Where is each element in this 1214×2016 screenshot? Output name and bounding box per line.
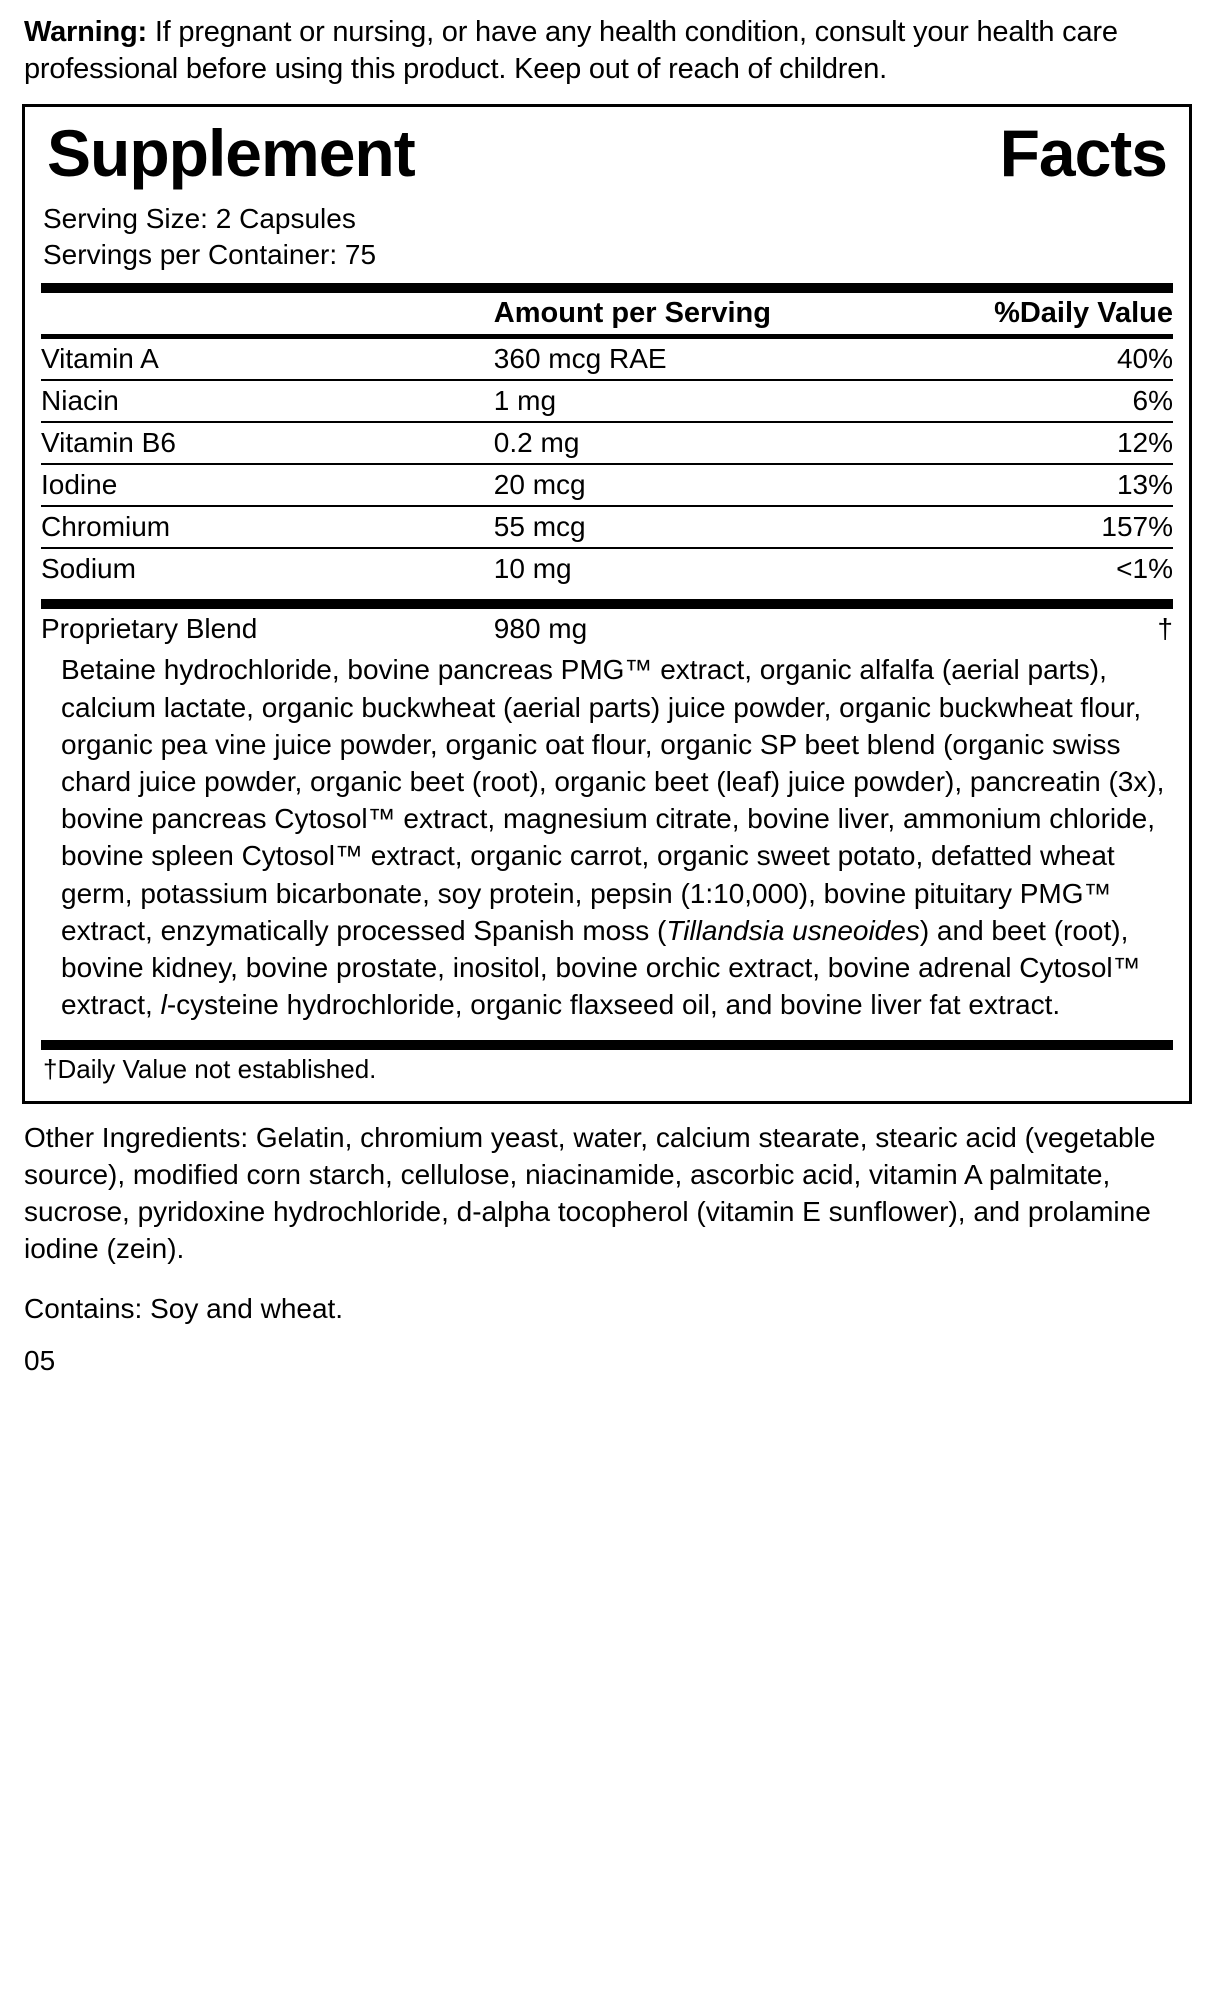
blend-ingredients-mid: ) and beet (root), bovine kidney, bovine prostate, inositol, bovine orchic extract, bovine adrenal Cytosol™ extract, bbox=[61, 914, 1141, 1021]
nutrient-name: Chromium bbox=[41, 506, 494, 548]
proprietary-blend-table bbox=[41, 609, 1173, 649]
rule-below-blend bbox=[41, 1040, 1173, 1050]
blend-dv: † bbox=[1157, 613, 1173, 645]
warning-label: Warning: bbox=[24, 16, 147, 48]
header-daily-value: %Daily Value bbox=[994, 297, 1173, 330]
title-facts: Facts bbox=[999, 116, 1167, 191]
nutrient-name: Niacin bbox=[41, 380, 494, 422]
nutrient-name: Iodine bbox=[41, 464, 494, 506]
header-amount: Amount per Serving bbox=[493, 297, 771, 330]
warning-body: If pregnant or nursing, or have any health condition, consult your health care professional before using this product. Keep out of reach of children. bbox=[24, 16, 1118, 86]
warning-text bbox=[24, 14, 1192, 88]
serving-size: Serving Size: 2 Capsules bbox=[43, 202, 356, 234]
supplement-facts-panel bbox=[22, 104, 1192, 1103]
nutrient-amount: 20 mcg bbox=[494, 464, 913, 506]
header-blank bbox=[41, 293, 494, 334]
nutrient-dv: 12% bbox=[913, 422, 1173, 464]
nutrient-dv: 157% bbox=[913, 506, 1173, 548]
table-row bbox=[41, 339, 1173, 380]
blend-name: Proprietary Blend bbox=[41, 613, 258, 645]
table-header-row bbox=[41, 293, 1173, 334]
title-supplement: Supplement bbox=[47, 116, 415, 191]
contains-statement: Contains: Soy and wheat. bbox=[24, 1293, 344, 1325]
table-row bbox=[41, 464, 1173, 506]
table-row bbox=[41, 548, 1173, 589]
table-row bbox=[41, 422, 1173, 464]
page-title bbox=[47, 116, 1167, 191]
blend-ingredients-post: -cysteine hydrochloride, organic flaxseed oil, and bovine liver fat extract. bbox=[166, 989, 1061, 1021]
nutrition-table bbox=[41, 293, 1173, 334]
nutrient-name: Vitamin A bbox=[41, 339, 494, 380]
nutrient-dv: 13% bbox=[913, 464, 1173, 506]
nutrient-dv: <1% bbox=[1116, 553, 1173, 585]
servings-per-container: Servings per Container: 75 bbox=[43, 238, 377, 270]
nutrient-rows bbox=[41, 339, 1173, 589]
blend-ingredients-italic: Tillandsia usneoides bbox=[666, 914, 920, 946]
nutrient-name: Sodium bbox=[41, 553, 136, 585]
nutrient-amount: 1 mg bbox=[494, 380, 913, 422]
nutrient-dv: 6% bbox=[913, 380, 1173, 422]
blend-ingredients bbox=[41, 649, 1173, 1029]
nutrient-amount: 10 mg bbox=[493, 553, 572, 585]
nutrient-name: Vitamin B6 bbox=[41, 422, 494, 464]
nutrient-amount: 0.2 mg bbox=[494, 422, 913, 464]
blend-row bbox=[41, 609, 1173, 649]
nutrient-amount: 360 mcg RAE bbox=[494, 339, 913, 380]
rule-top bbox=[41, 283, 1173, 293]
nutrient-dv: 40% bbox=[913, 339, 1173, 380]
daily-value-footnote: †Daily Value not established. bbox=[43, 1053, 377, 1084]
table-row bbox=[41, 380, 1173, 422]
blend-amount: 980 mg bbox=[493, 613, 588, 645]
revision-code: 05 bbox=[24, 1345, 56, 1377]
nutrient-amount: 55 mcg bbox=[494, 506, 913, 548]
blend-ingredients-pre: Betaine hydrochloride, bovine pancreas PMG™ extract, organic alfalfa (aerial parts), calcium lactate, organic buckwheat (aerial parts) juice powder, organic buckwheat flour, organic pea vine juice powder, organic oat flour, organic SP beet blend (organic swiss chard juice powder, organic beet (root), organic beet (leaf) juice powder), pancreatin (3x), bovine pancreas Cytosol™ extract, magnesium citrate, bovine liver, ammonium chloride, bovine spleen Cytosol™ extract, organic carrot, organic sweet potato, defatted wheat germ, potassium bicarbonate, soy protein, pepsin (1:10,000), bovine pituitary PMG™ extract, enzymatically processed Spanish moss ( bbox=[61, 654, 1165, 946]
blend-ingredients-italic2: l bbox=[160, 989, 167, 1021]
other-ingredients: Other Ingredients: Gelatin, chromium yeast, water, calcium stearate, stearic acid (vegetable source), modified corn starch, cellulose, niacinamide, ascorbic acid, vitamin A palmitate, sucrose, pyridoxine hydrochloride, d-alpha tocopherol (vitamin E sunflower), and prolamine iodine (zein). bbox=[24, 1121, 1156, 1264]
table-row bbox=[41, 506, 1173, 548]
rule-above-blend bbox=[41, 599, 1173, 609]
